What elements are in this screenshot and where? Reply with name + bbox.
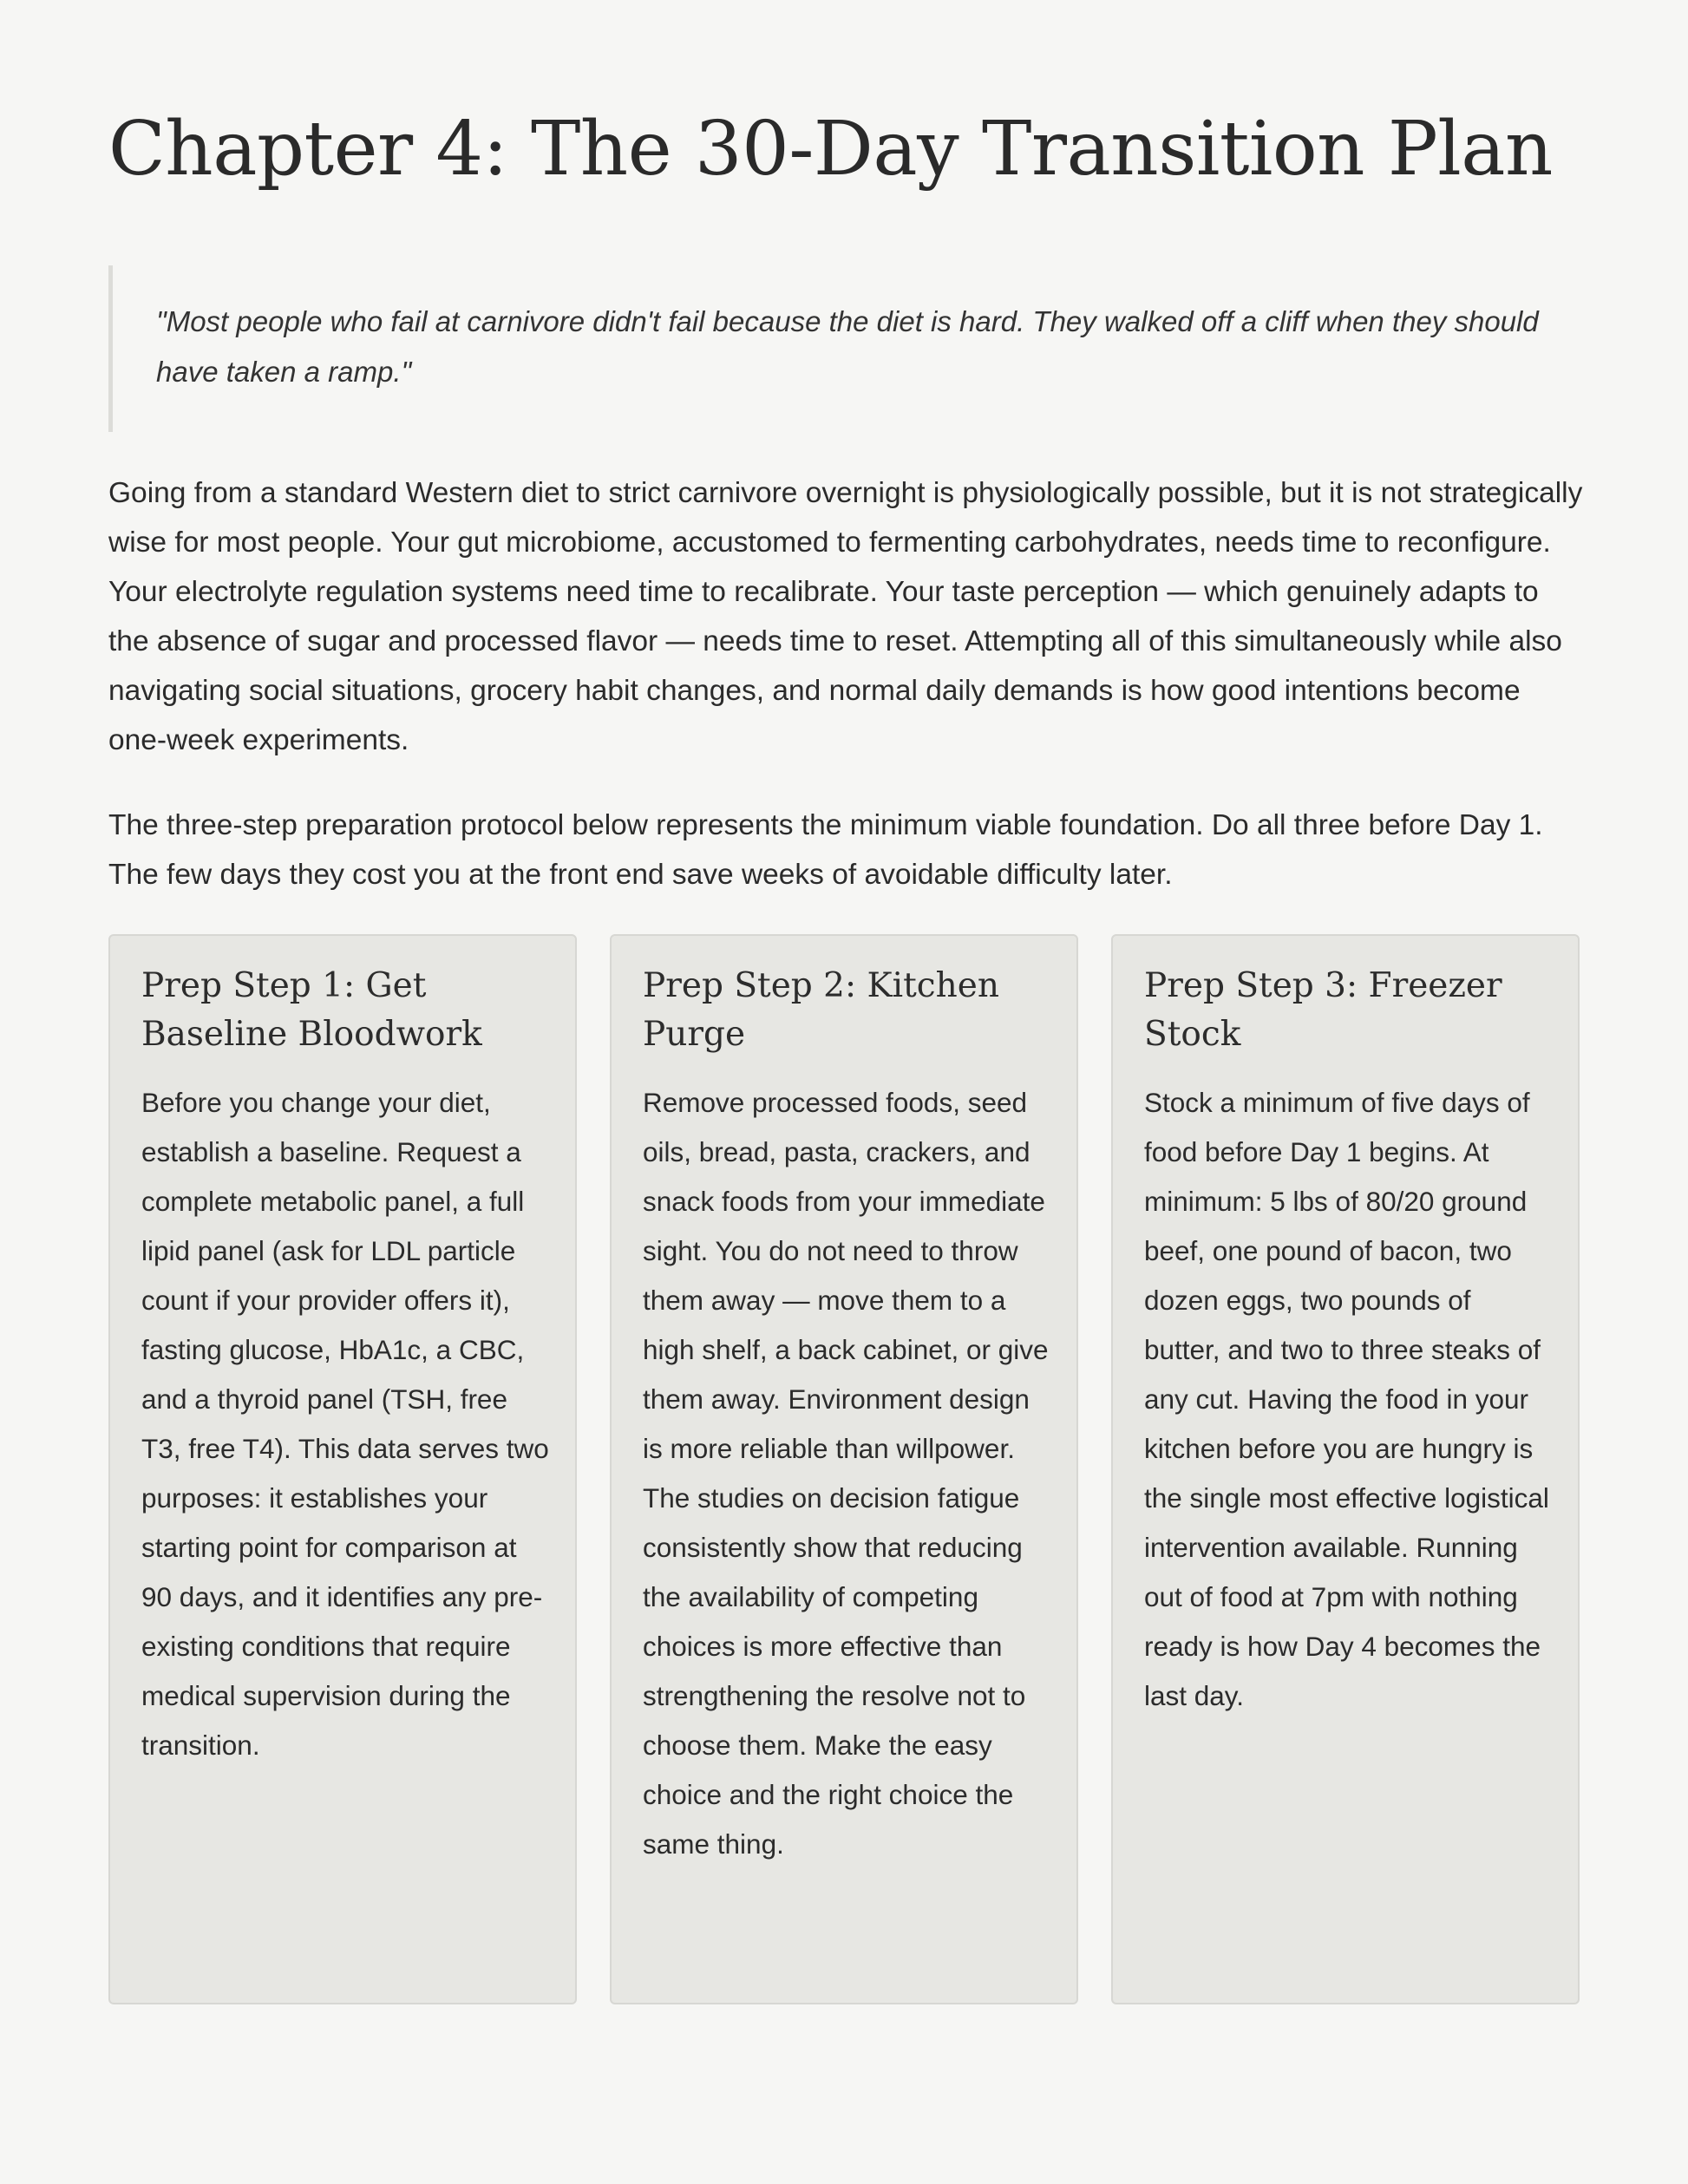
prep-step-card-1 bbox=[108, 934, 577, 2004]
prep-step-title: Prep Step 2: Kitchen Purge bbox=[643, 966, 999, 1054]
prep-step-card-2 bbox=[610, 934, 1078, 2004]
prep-steps-grid bbox=[108, 934, 1580, 2004]
epigraph-text: "Most people who fail at carnivore didn't fail because the diet is hard. They walked off a cliff when they should have taken a ramp." bbox=[156, 305, 1539, 388]
prep-step-card-3 bbox=[1111, 934, 1580, 2004]
chapter-title: Chapter 4: The 30-Day Transition Plan bbox=[108, 106, 1553, 193]
prep-step-body: Stock a minimum of five days of food before Day 1 begins. At minimum: 5 lbs of 80/20 ground beef, one pound of bacon, two dozen eggs, two pounds of butter, and two to three steaks of any cut. Having the food in your kitchen before you are hungry is the single most effective logistical intervention available. Running out of food at 7pm with nothing ready is how Day 4 becomes the last day. bbox=[1144, 1087, 1549, 1711]
intro-paragraph-1: Going from a standard Western diet to strict carnivore overnight is physiologically possible, but it is not strategically wise for most people. Your gut microbiome, accustomed to fermenting carbohydrates, needs time to reconfigure. Your electrolyte regulation systems need time to recalibrate. Your taste perception — which genuinely adapts to the absence of sugar and processed flavor — needs time to reset. Attempting all of this simultaneously while also navigating social situations, grocery habit changes, and normal daily demands is how good intentions become one-week experiments. bbox=[108, 477, 1583, 756]
epigraph-quote bbox=[108, 265, 1580, 432]
intro-paragraph-2: The three-step preparation protocol below represents the minimum viable foundation. Do all three before Day 1. The few days they cost you at the front end save weeks of avoidable difficulty later. bbox=[108, 809, 1543, 891]
prep-step-title: Prep Step 1: Get Baseline Bloodwork bbox=[141, 966, 482, 1054]
prep-step-body: Remove processed foods, seed oils, bread, pasta, crackers, and snack foods from your immediate sight. You do not need to throw them away — move them to a high shelf, a back cabinet, or give them away. Environment design is more reliable than willpower. The studies on decision fatigue consistently show that reducing the availability of competing choices is more effective than strengthening the resolve not to choose them. Make the easy choice and the right choice the same thing. bbox=[643, 1087, 1049, 1860]
prep-step-title: Prep Step 3: Freezer Stock bbox=[1144, 966, 1502, 1054]
prep-step-body: Before you change your diet, establish a baseline. Request a complete metabolic panel, a full lipid panel (ask for LDL particle count if your provider offers it), fasting glucose, HbA1c, a CBC, and a thyroid panel (TSH, free T3, free T4). This data serves two purposes: it establishes your starting point for comparison at 90 days, and it identifies any pre-existing conditions that require medical supervision during the transition. bbox=[141, 1087, 549, 1761]
